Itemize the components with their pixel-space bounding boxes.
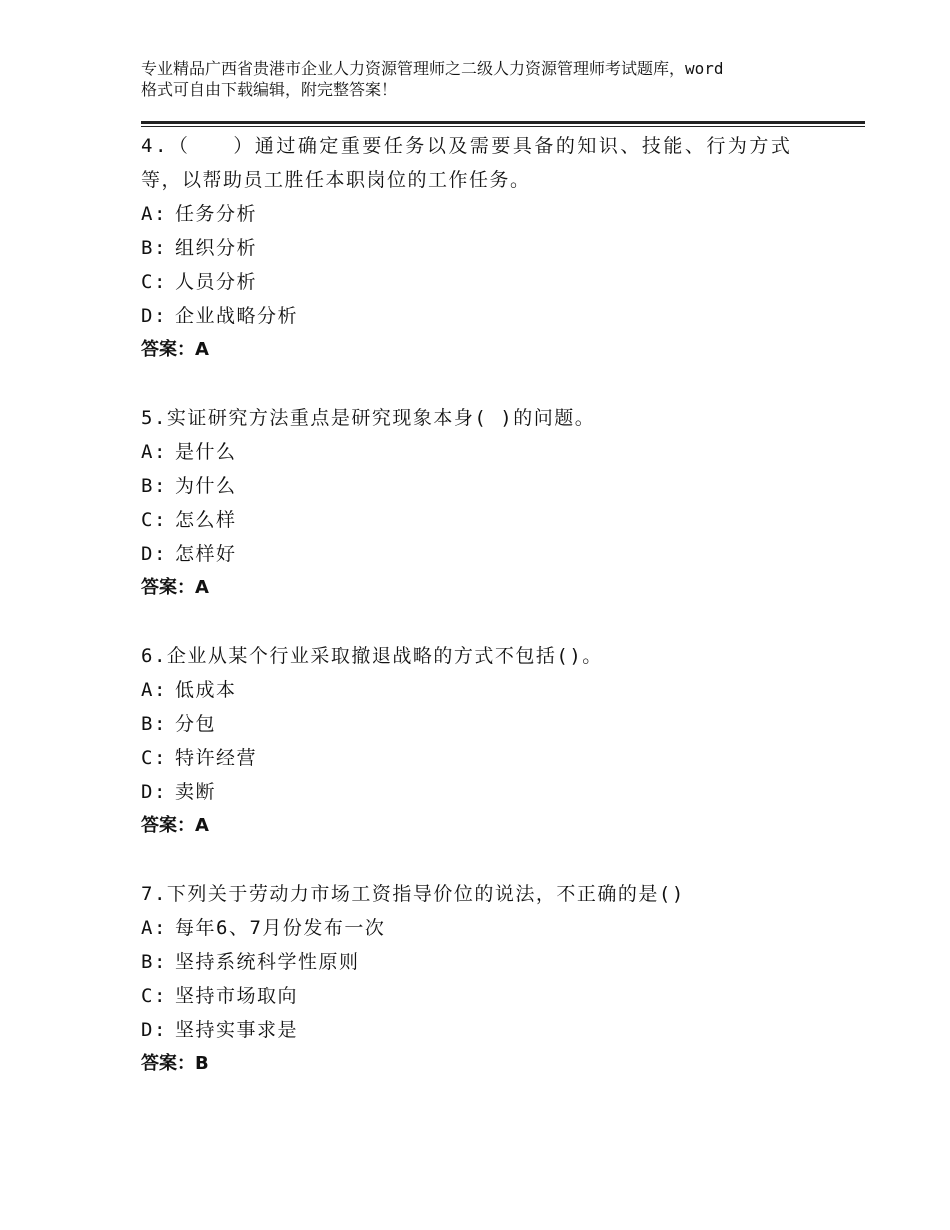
answer-line: 答案：A	[141, 339, 209, 360]
question-6	[141, 639, 841, 843]
option-key: A:	[141, 917, 167, 939]
option-d	[141, 299, 841, 333]
option-a	[141, 197, 841, 231]
option-text: 人员分析	[175, 271, 258, 293]
option-d	[141, 1013, 841, 1047]
option-key: A:	[141, 679, 167, 701]
option-text: 分包	[175, 713, 217, 735]
option-text: 特许经营	[175, 747, 258, 769]
option-text: 坚持实事求是	[175, 1019, 299, 1041]
option-b	[141, 707, 841, 741]
option-key: C:	[141, 509, 167, 531]
option-b	[141, 945, 841, 979]
option-a	[141, 911, 841, 945]
option-text: 坚持系统科学性原则	[175, 951, 360, 973]
option-text: 组织分析	[175, 237, 258, 259]
question-list	[141, 129, 841, 1115]
option-key: D:	[141, 781, 167, 803]
header-divider-thick	[141, 121, 865, 124]
document-header	[141, 58, 841, 100]
option-key: D:	[141, 1019, 167, 1041]
answer-line: 答案：B	[141, 1053, 209, 1074]
question-5	[141, 401, 841, 605]
option-key: D:	[141, 305, 167, 327]
option-c	[141, 265, 841, 299]
option-text: 低成本	[175, 679, 237, 701]
answer-line: 答案：A	[141, 577, 209, 598]
option-key: C:	[141, 271, 167, 293]
header-divider-thin	[141, 126, 865, 127]
question-stem-continued: 等，以帮助员工胜任本职岗位的工作任务。	[141, 169, 531, 191]
option-key: A:	[141, 441, 167, 463]
option-key: C:	[141, 985, 167, 1007]
option-text: 卖断	[175, 781, 217, 803]
option-key: B:	[141, 237, 167, 259]
option-c	[141, 741, 841, 775]
option-key: A:	[141, 203, 167, 225]
option-d	[141, 775, 841, 809]
option-text: 为什么	[175, 475, 237, 497]
question-stem: 7.下列关于劳动力市场工资指导价位的说法，不正确的是()	[141, 883, 685, 905]
question-stem: 4.（ ）通过确定重要任务以及需要具备的知识、技能、行为方式	[141, 135, 793, 157]
option-key: C:	[141, 747, 167, 769]
header-title-line-2: 格式可自由下载编辑，附完整答案！	[141, 80, 398, 99]
option-c	[141, 503, 841, 537]
answer-line: 答案：A	[141, 815, 209, 836]
option-text: 每年6、7月份发布一次	[175, 917, 386, 939]
question-stem: 5.实证研究方法重点是研究现象本身( )的问题。	[141, 407, 596, 429]
question-7	[141, 877, 841, 1081]
option-key: B:	[141, 713, 167, 735]
option-a	[141, 435, 841, 469]
option-key: B:	[141, 475, 167, 497]
option-text: 是什么	[175, 441, 237, 463]
option-text: 企业战略分析	[175, 305, 299, 327]
option-b	[141, 231, 841, 265]
option-c	[141, 979, 841, 1013]
option-text: 怎样好	[175, 543, 237, 565]
question-stem: 6.企业从某个行业采取撤退战略的方式不包括()。	[141, 645, 603, 667]
option-key: B:	[141, 951, 167, 973]
question-4	[141, 129, 841, 367]
option-text: 坚持市场取向	[175, 985, 299, 1007]
option-d	[141, 537, 841, 571]
header-title-line-1: 专业精品广西省贵港市企业人力资源管理师之二级人力资源管理师考试题库，word	[141, 59, 724, 78]
option-a	[141, 673, 841, 707]
option-text: 任务分析	[175, 203, 258, 225]
option-b	[141, 469, 841, 503]
option-key: D:	[141, 543, 167, 565]
option-text: 怎么样	[175, 509, 237, 531]
